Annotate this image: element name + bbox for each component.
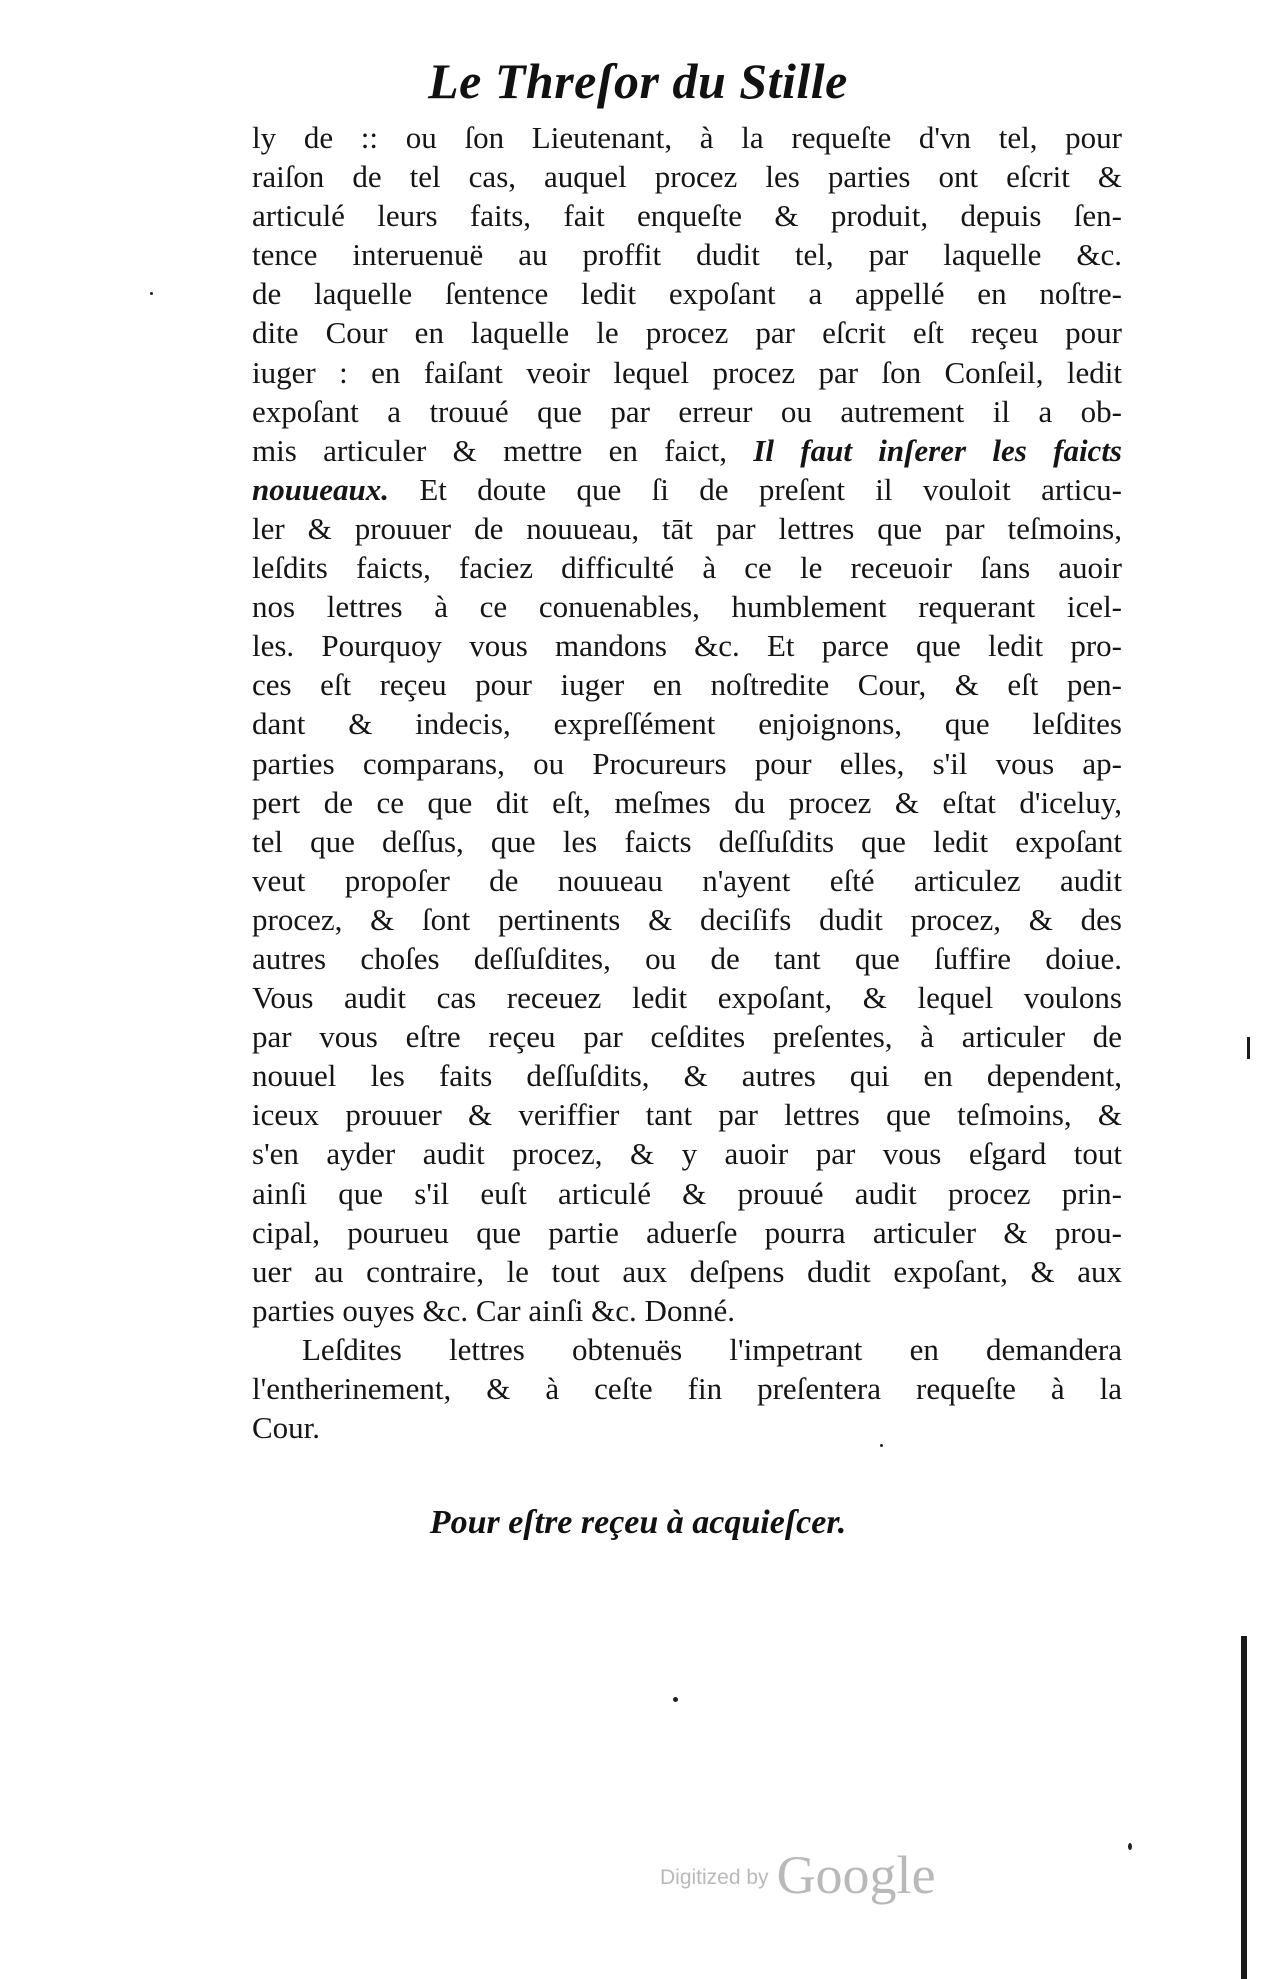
- text-line: Cour.: [252, 1410, 321, 1446]
- text-line: l'entherinement, & à ceſte fin preſentera requeſte à la: [252, 1371, 1122, 1406]
- scan-edge-mark: [1247, 1037, 1250, 1059]
- text-line: par vous eſtre reçeu par ceſdites preſentes, à articuler de: [252, 1019, 1122, 1055]
- text-line: cipal, pourueu que partie aduerſe pourra articuler & prou-: [252, 1214, 1122, 1250]
- running-head: Le Threſor du Stille: [428, 53, 848, 109]
- text-line-with-italic: [252, 431, 1122, 470]
- text-line: pert de ce que dit eſt, meſmes du procez & eſtat d'iceluy,: [252, 784, 1122, 820]
- text-line: dite Cour en laquelle le procez par eſcrit eſt reçeu pour: [252, 315, 1122, 351]
- text-line: autres choſes deſſuſdites, ou de tant que ſuffire doiue.: [252, 940, 1122, 976]
- text-line: leſdits faicts, faciez difficulté à ce le receuoir ſans auoir: [252, 550, 1122, 586]
- text-line: uer au contraire, le tout aux deſpens dudit expoſant, & aux: [252, 1253, 1122, 1289]
- italic-insert: nouueaux.: [252, 471, 389, 507]
- digitization-watermark: [660, 1832, 936, 1905]
- text-line: iuger : en faiſant veoir lequel procez par ſon Conſeil, ledit: [252, 354, 1122, 390]
- text-line: tence interuenuë au proffit dudit tel, par laquelle &c.: [252, 237, 1122, 273]
- scan-edge-mark: [1241, 1636, 1247, 1979]
- text-line: ler & prouuer de nouueau, tāt par lettres que par teſmoins,: [252, 510, 1122, 546]
- watermark-brand: Google: [776, 1845, 936, 1905]
- text-line: procez, & ſont pertinents & deciſifs dudit procez, & des: [252, 901, 1122, 937]
- italic-insert: Il faut inſerer les faicts: [753, 432, 1122, 468]
- section-subheading: Pour eſtre reçeu à acquieſcer.: [429, 1504, 847, 1541]
- text-line-with-italic: [252, 470, 1122, 509]
- text-line: tel que deſſus, que les faicts deſſuſdits que ledit expoſant: [252, 823, 1122, 859]
- text-segment: mis articuler & mettre en faict,: [252, 432, 754, 468]
- text-line: articulé leurs faits, fait enqueſte & produit, depuis ſen-: [252, 198, 1122, 234]
- ink-speck: [673, 1697, 678, 1702]
- body-text: [252, 118, 1122, 1447]
- text-line: iceux prouuer & veriffier tant par lettres que teſmoins, &: [252, 1097, 1122, 1133]
- ink-speck: [880, 1444, 883, 1447]
- text-line: ly de :: ou ſon Lieutenant, à la requeſte d'vn tel, pour: [252, 120, 1122, 155]
- text-line: parties comparans, ou Procureurs pour elles, s'il vous ap-: [252, 745, 1122, 781]
- text-line: parties ouyes &c. Car ainſi &c. Donné.: [252, 1292, 735, 1328]
- text-line: expoſant a trouué que par erreur ou autrement il a ob-: [252, 393, 1122, 429]
- watermark-prefix: Digitized by: [660, 1866, 769, 1889]
- ink-speck: [150, 292, 153, 295]
- text-line: les. Pourquoy vous mandons &c. Et parce que ledit pro-: [252, 628, 1122, 664]
- text-line: nos lettres à ce conuenables, humblement requerant icel-: [252, 589, 1122, 625]
- text-segment: Et doute que ſi de preſent il vouloit articu-: [388, 471, 1122, 507]
- text-line: nouuel les faits deſſuſdits, & autres qui en dependent,: [252, 1058, 1122, 1094]
- text-line: veut propoſer de nouueau n'ayent eſté articulez audit: [252, 862, 1122, 898]
- text-line: ainſi que s'il euſt articulé & prouué audit procez prin-: [252, 1175, 1122, 1211]
- text-line: s'en ayder audit procez, & y auoir par vous eſgard tout: [252, 1136, 1122, 1172]
- text-line: de laquelle ſentence ledit expoſant a appellé en noſtre-: [252, 276, 1122, 312]
- text-line: Leſdites lettres obtenuës l'impetrant en demandera: [302, 1331, 1122, 1367]
- text-line: dant & indecis, expreſſément enjoignons, que leſdites: [252, 706, 1122, 742]
- text-line: ces eſt reçeu pour iuger en noſtredite Cour, & eſt pen-: [252, 667, 1122, 703]
- ink-speck: [1128, 1843, 1132, 1850]
- text-line: Vous audit cas receuez ledit expoſant, & lequel voulons: [252, 980, 1122, 1016]
- text-line: raiſon de tel cas, auquel procez les parties ont eſcrit &: [252, 159, 1122, 195]
